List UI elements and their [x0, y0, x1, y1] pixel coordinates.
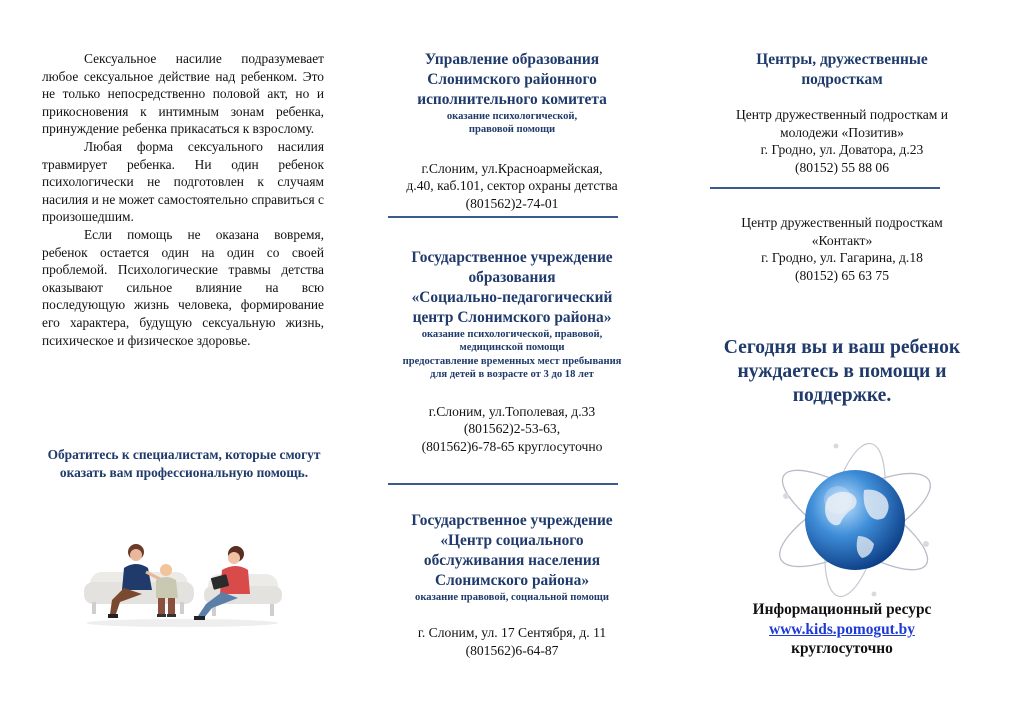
title-line: «Социально-педагогический: [411, 289, 613, 306]
address-line: г.Слоним, ул.Красноармейская,: [421, 160, 603, 176]
heading-line: Центры, дружественные: [756, 51, 928, 68]
services-line: предоставление временных мест пребывания: [402, 355, 622, 367]
phone: (801562)6-78-65 круглосуточно: [421, 438, 603, 454]
section-divider: [388, 216, 618, 218]
org-title: [364, 50, 660, 110]
org-services: [364, 110, 660, 137]
support-line: нуждаетесь в помощи и: [737, 361, 947, 382]
title-line: исполнительного комитета: [417, 91, 607, 108]
title-line: Государственное учреждение: [411, 512, 613, 529]
section-divider: [388, 483, 618, 485]
title-line: образования: [468, 269, 556, 286]
info-resource: [692, 600, 992, 659]
center-name: Центр дружественный подросткам и: [735, 107, 949, 122]
resource-link[interactable]: www.kids.pomogut.by: [769, 620, 915, 638]
phone: (801562)2-53-63,: [463, 421, 561, 437]
services-line: медицинской помощи: [459, 342, 565, 354]
title-line: центр Слонимского района»: [412, 309, 612, 326]
center-name: «Контакт»: [811, 232, 873, 248]
center-positiv: [692, 106, 992, 176]
center-name: Центр дружественный подросткам: [741, 215, 943, 230]
support-line: Сегодня вы и ваш ребенок: [723, 337, 961, 358]
section-divider: [710, 187, 940, 189]
address-line: г. Слоним, ул. 17 Сентября, д. 11: [417, 625, 607, 641]
phone: (80152) 65 63 75: [794, 267, 889, 283]
phone: (801562)6-64-87: [465, 643, 559, 658]
middle-panel: [352, 0, 672, 711]
abuse-description: [42, 50, 324, 349]
title-line: «Центр социального: [440, 532, 584, 549]
center-name: молодежи «Позитив»: [780, 124, 904, 140]
org-contact: [364, 403, 660, 456]
title-line: Управление образования: [424, 51, 600, 68]
appeal-text: Обратитесь к специалистам, которые смогут оказать вам профессиональную помощь.: [47, 447, 321, 480]
paragraph: Любая форма сексуального насилия травмирует ребенка. Ни один ребенок психологически не подготовлен к случаям насилия и не может самостоятельно справиться с произошедшим.: [42, 138, 324, 225]
services-line: для детей в возрасте от 3 до 18 лет: [430, 369, 594, 381]
phone: (801562)2-74-01: [465, 196, 559, 211]
address-line: д.40, каб.101, сектор охраны детства: [406, 178, 618, 194]
org-services: [364, 591, 660, 604]
center-kontakt: [692, 214, 992, 284]
org-contact: [364, 160, 660, 213]
title-line: Слонимского района»: [434, 572, 590, 589]
support-message: [682, 336, 1002, 408]
org-title: [364, 248, 660, 328]
org-education-department: [364, 50, 660, 213]
services-line: оказание психологической, правовой,: [421, 329, 603, 340]
family-consultation-illustration: [82, 528, 282, 630]
centers-heading: [702, 50, 982, 90]
org-services: [364, 328, 660, 382]
globe-icon: [766, 440, 944, 600]
left-panel: [0, 0, 352, 711]
paragraph: Если помощь не оказана вовремя, ребенок остается один на один со своей проблемой. Психологические травмы детства оказывают сильное влияние на всю последующую жизнь человека, формирование его характера, будущую сексуальную жизнь, психическое и физическое здоровье.: [42, 226, 324, 348]
org-social-services-center: [364, 511, 660, 660]
services-line: оказание правовой, социальной помощи: [415, 592, 609, 603]
info-label: Информационный ресурс: [752, 601, 932, 618]
title-line: Слонимского районного: [427, 71, 597, 88]
address-line: г.Слоним, ул.Тополевая, д.33: [428, 403, 596, 419]
services-line: оказание психологической,: [446, 111, 578, 122]
org-title: [364, 511, 660, 591]
title-line: Государственное учреждение: [411, 249, 613, 266]
heading-line: подросткам: [801, 71, 883, 88]
org-contact: [364, 624, 660, 659]
availability-note: круглосуточно: [791, 640, 893, 658]
paragraph: Сексуальное насилие подразумевает любое сексуальное действие над ребенком. Это не только непосредственно половой акт, но и прикосновения к интимным зонам ребенка, принуждение ребенка прикасаться к взрослому.: [42, 51, 324, 137]
address-line: г. Гродно, ул. Гагарина, д.18: [761, 250, 923, 266]
right-panel: [672, 0, 1012, 711]
org-social-pedagogical-center: [364, 248, 660, 455]
title-line: обслуживания населения: [423, 552, 601, 569]
address-line: г. Гродно, ул. Доватора, д.23: [760, 142, 924, 158]
support-line: поддержке.: [792, 385, 892, 406]
phone: (80152) 55 88 06: [794, 159, 889, 175]
services-line: правовой помощи: [468, 124, 556, 136]
